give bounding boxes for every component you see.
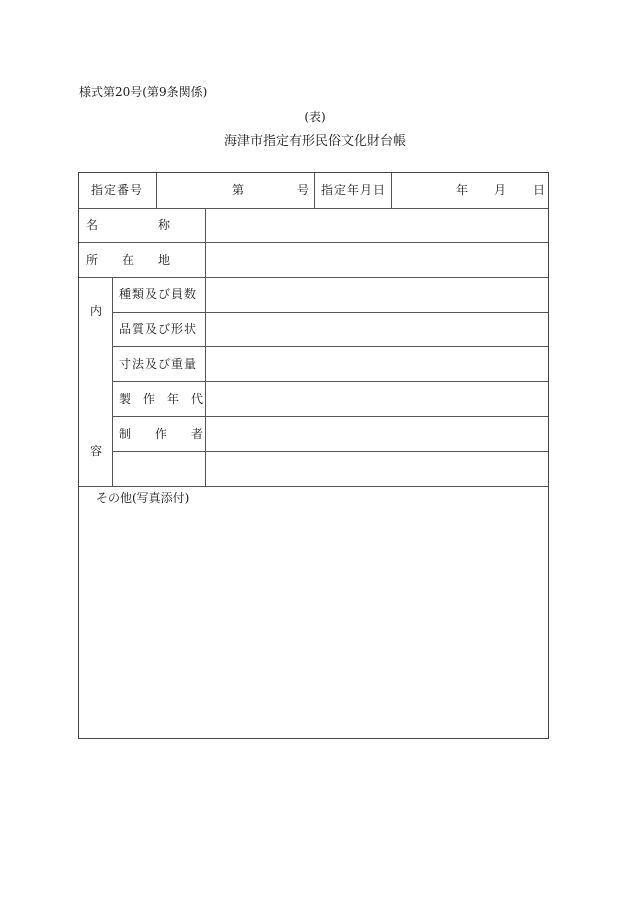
row-divider xyxy=(112,346,548,347)
row-divider xyxy=(112,416,548,417)
row-divider xyxy=(79,208,548,209)
form-number-label: 様式第20号(第9条関係) xyxy=(79,85,208,99)
row-divider xyxy=(112,451,548,452)
production-era-label: 製 作 年 代 xyxy=(119,392,204,406)
number-prefix-label: 第 xyxy=(232,183,245,197)
row-divider xyxy=(112,312,548,313)
name-label: 名 称 xyxy=(86,218,171,232)
column-divider xyxy=(205,208,206,486)
designation-number-label: 指定番号 xyxy=(91,183,144,197)
row-divider xyxy=(79,277,548,278)
quality-shape-label: 品質及び形状 xyxy=(119,322,198,336)
contents-side-label-top: 内 xyxy=(90,304,103,318)
location-label: 所 在 地 xyxy=(86,253,171,267)
other-photo-label: その他(写真添付) xyxy=(96,491,190,505)
day-label: 日 xyxy=(533,183,546,197)
row-divider xyxy=(112,381,548,382)
row-divider xyxy=(79,486,548,487)
column-divider xyxy=(112,277,113,486)
number-suffix-label: 号 xyxy=(297,183,310,197)
column-divider xyxy=(391,173,392,208)
register-form-table xyxy=(78,172,549,739)
size-weight-label: 寸法及び重量 xyxy=(119,357,198,371)
month-label: 月 xyxy=(494,183,507,197)
document-title: 海津市指定有形民俗文化財台帳 xyxy=(223,134,406,149)
type-quantity-label: 種類及び員数 xyxy=(119,287,198,301)
column-divider xyxy=(314,173,315,208)
form-variant-label: (表) xyxy=(304,110,326,124)
row-divider xyxy=(79,242,548,243)
designation-date-label: 指定年月日 xyxy=(321,183,387,197)
year-label: 年 xyxy=(456,183,469,197)
column-divider xyxy=(156,173,157,208)
creator-label: 制 作 者 xyxy=(119,427,204,441)
contents-side-label-bottom: 容 xyxy=(90,444,103,458)
